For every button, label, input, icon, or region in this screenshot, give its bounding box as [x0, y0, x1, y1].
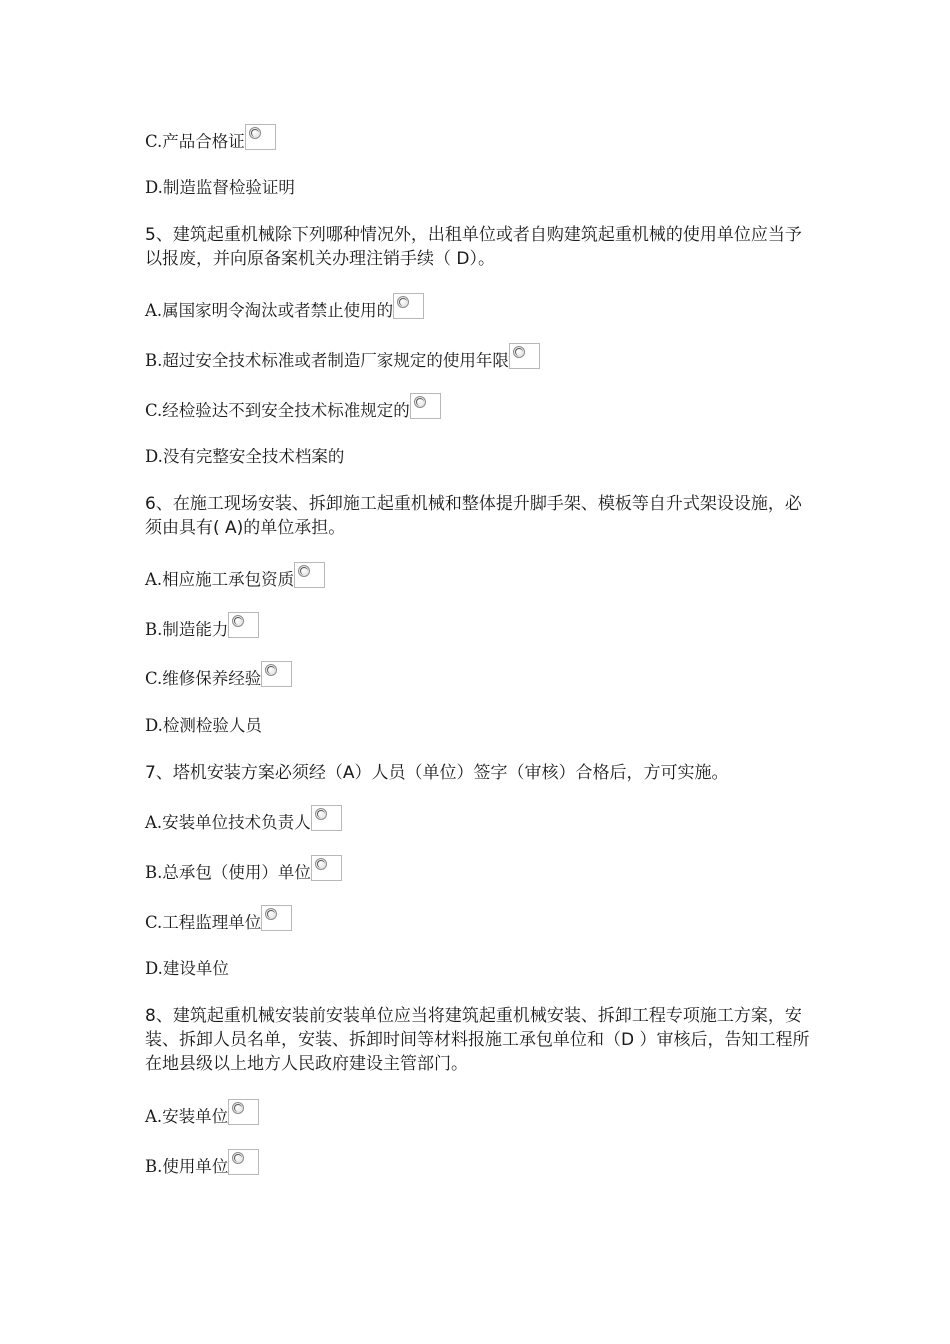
radio-button[interactable]	[410, 393, 441, 419]
option-label: C.经检验达不到安全技术标准规定的	[145, 401, 410, 420]
option-q5-b	[145, 343, 540, 371]
radio-button[interactable]	[245, 124, 276, 150]
radio-button[interactable]	[228, 1099, 259, 1125]
radio-circle-icon	[232, 1152, 244, 1164]
radio-button[interactable]	[294, 562, 325, 588]
option-q4-c	[145, 124, 276, 152]
radio-circle-icon	[232, 615, 244, 627]
option-label: B.使用单位	[145, 1157, 229, 1176]
option-q7-a	[145, 805, 342, 833]
radio-button[interactable]	[261, 905, 292, 931]
option-label: C.维修保养经验	[145, 669, 262, 688]
radio-circle-icon	[232, 1102, 244, 1114]
radio-circle-icon	[265, 908, 277, 920]
option-q6-c	[145, 661, 292, 689]
option-q8-b	[145, 1149, 259, 1177]
option-label: C.产品合格证	[145, 132, 245, 151]
radio-button[interactable]	[228, 1149, 259, 1175]
option-q5-a	[145, 293, 424, 321]
option-label: C.工程监理单位	[145, 913, 262, 932]
option-q5-d: D.没有完整安全技术档案的	[145, 447, 345, 466]
radio-circle-icon	[265, 664, 277, 676]
option-label: A.相应施工承包资质	[145, 570, 295, 589]
option-q6-b	[145, 612, 259, 640]
radio-button[interactable]	[311, 805, 342, 831]
radio-circle-icon	[298, 565, 310, 577]
radio-button[interactable]	[261, 661, 292, 687]
option-label: B.总承包（使用）单位	[145, 863, 311, 882]
radio-circle-icon	[414, 396, 426, 408]
option-label: A.属国家明令淘汰或者禁止使用的	[145, 301, 394, 320]
radio-circle-icon	[249, 127, 261, 139]
radio-button[interactable]	[228, 612, 259, 638]
option-q6-d: D.检测检验人员	[145, 716, 262, 735]
option-label: B.制造能力	[145, 620, 229, 639]
option-label: A.安装单位	[145, 1107, 229, 1126]
radio-circle-icon	[315, 808, 327, 820]
option-q4-d: D.制造监督检验证明	[145, 178, 295, 197]
question-8: 8、建筑起重机械安装前安装单位应当将建筑起重机械安装、拆卸工程专项施工方案，安装、拆卸人员名单，安装、拆卸时间等材料报施工承包单位和（D ）审核后，告知工程所在地县级以上地方人民政府建设主管部门。	[145, 1006, 810, 1074]
option-q7-b	[145, 855, 342, 883]
radio-button[interactable]	[509, 343, 540, 369]
option-label: B.超过安全技术标准或者制造厂家规定的使用年限	[145, 351, 509, 370]
question-7: 7、塔机安装方案必须经（A）人员（单位）签字（审核）合格后，方可实施。	[145, 763, 729, 783]
question-5: 5、建筑起重机械除下列哪种情况外，出租单位或者自购建筑起重机械的使用单位应当予以报废，并向原备案机关办理注销手续（ D）。	[145, 225, 802, 269]
option-q7-d: D.建设单位	[145, 959, 229, 978]
option-q6-a	[145, 562, 325, 590]
question-6: 6、在施工现场安装、拆卸施工起重机械和整体提升脚手架、模板等自升式架设设施，必须由具有( A)的单位承担。	[145, 494, 802, 538]
radio-circle-icon	[315, 858, 327, 870]
radio-button[interactable]	[311, 855, 342, 881]
option-label: A.安装单位技术负责人	[145, 813, 311, 832]
option-q8-a	[145, 1099, 259, 1127]
radio-button[interactable]	[393, 293, 424, 319]
radio-circle-icon	[397, 296, 409, 308]
radio-circle-icon	[513, 346, 525, 358]
option-q7-c	[145, 905, 292, 933]
option-q5-c	[145, 393, 441, 421]
